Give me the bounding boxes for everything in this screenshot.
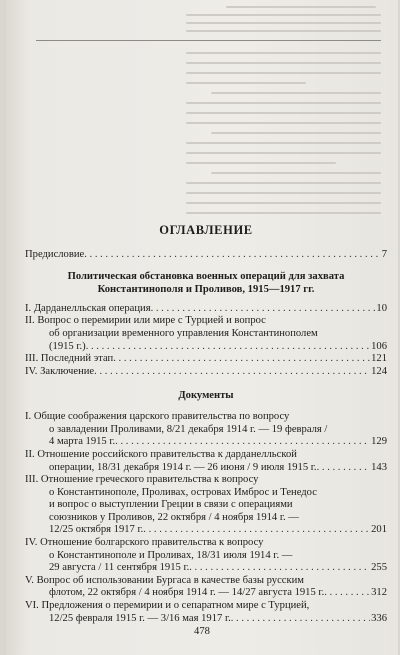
toc-entry-preface: [25, 249, 387, 262]
toc-entry: III. Отношение греческого правительства к вопросу о Константинополе, Проливах, островах Имброс и Тенедос и вопрос о выступлении Греции в связи с операциями союзников у Проливов, 22 октября / 4 ноября 1914 г. — 12/25 октября 1917 г. . . . 201: [25, 474, 387, 537]
toc-entry: I. Общие соображения царского правительства по вопросу о завладении Проливами, 8/21 декабря 1914 г. — 19 февраля / 4 марта 1915 г. . . . 129: [25, 411, 387, 449]
table-of-contents: [25, 224, 387, 625]
toc-title: ОГЛАВЛЕНИЕ: [159, 223, 253, 237]
toc-entry-page: 7: [381, 248, 387, 260]
section-heading-operations: Политическая обстановка военных операций для захвата Константинополя и Проливов, 1915—1917 гг.: [67, 271, 345, 295]
toc-chapter-list: [25, 303, 387, 379]
toc-entry-page: 255: [371, 562, 387, 574]
toc-entry-page: 10: [376, 302, 387, 314]
toc-entry-page: 201: [371, 524, 387, 536]
top-rule: [36, 40, 381, 41]
toc-entry: III. Последний этап . . . 121: [25, 353, 387, 366]
toc-entry-page: 336: [371, 612, 387, 624]
toc-entry: II. Отношение российского правительства к дарданелльской операции, 18/31 декабря 1914 г. — 26 июня / 9 июля 1915 г. . . . 143: [25, 449, 387, 474]
toc-entry-page: 121: [371, 353, 387, 365]
faded-previous-text: [36, 0, 386, 225]
toc-entry: II. Вопрос о перемирии или мире с Турцией и вопрос об организации временного управления Константинополем (1915 г.) . . . 106: [25, 315, 387, 353]
toc-entry-page: 312: [371, 587, 387, 599]
toc-entry: V. Вопрос об использовании Бургаса в качестве базы русским флотом, 22 октября / 4 ноября 1914 г. — 14/27 августа 1915 г. . . . 312: [25, 575, 387, 600]
toc-entry-page: 124: [371, 365, 387, 377]
toc-entry: IV. Заключение . . . 124: [25, 366, 387, 379]
page-number: 478: [194, 626, 210, 637]
toc-entry-page: 106: [371, 340, 387, 352]
toc-entry: IV. Отношение болгарского правительства к вопросу о Константинополе и Проливах, 18/31 июля 1914 г. — 29 августа / 11 сентября 1915 г. . . . 255: [25, 537, 387, 575]
toc-entry: I. Дарданелльская операция . . . 10: [25, 303, 387, 316]
toc-entry-page: 143: [371, 461, 387, 473]
toc-entry-page: 129: [371, 436, 387, 448]
section-heading-documents: Документы: [178, 390, 234, 402]
book-page: [6, 0, 398, 655]
toc-document-list: [25, 411, 387, 625]
toc-entry-label: Предисловие: [25, 248, 85, 260]
toc-entry: VI. Предложения о перемирии и о сепаратном мире с Турцией, 12/25 февраля 1915 г. — 3/16 мая 1917 г. . . . 336: [25, 600, 387, 625]
